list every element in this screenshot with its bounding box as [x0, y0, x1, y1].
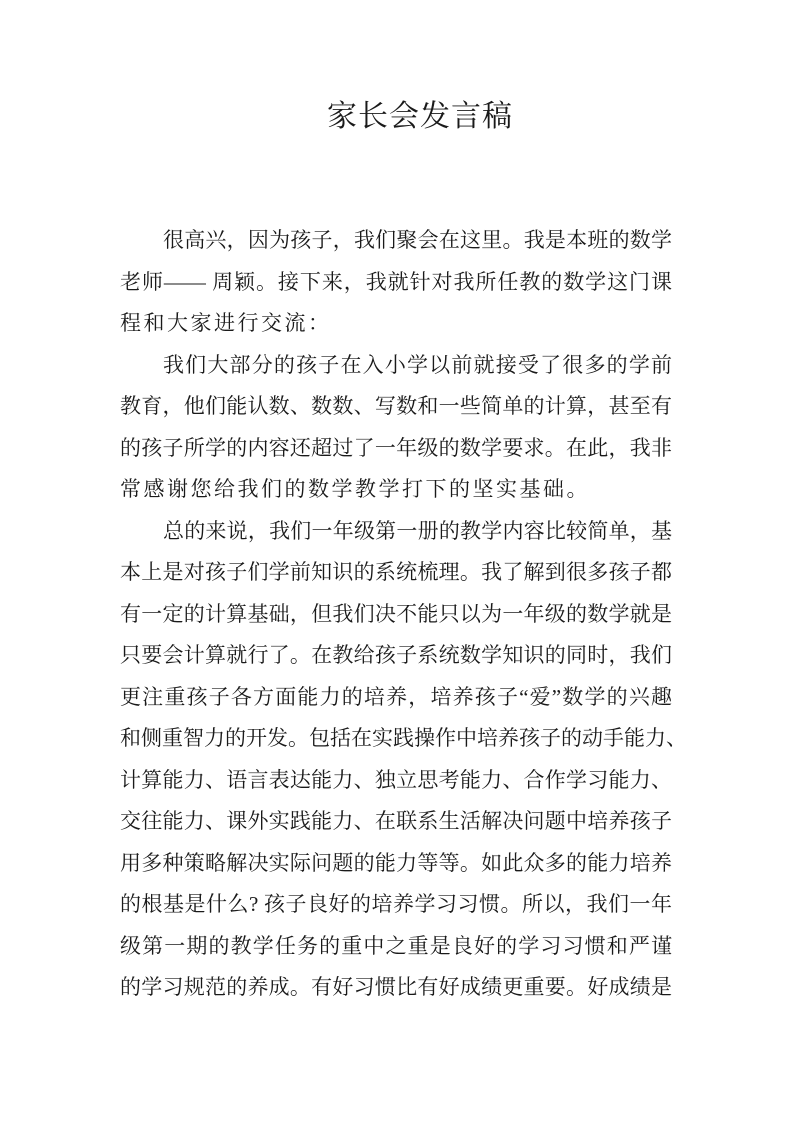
text-line: 和侧重智力的开发。包括在实践操作中培养孩子的动手能力、: [120, 726, 687, 750]
text-line: 我们大部分的孩子在入小学以前就接受了很多的学前: [163, 352, 672, 377]
text-line: 的根基是什么? 孩子良好的培养学习习惯。所以，我们一年: [120, 892, 672, 916]
text-line: 级第一期的教学任务的重中之重是良好的学习习惯和严谨: [120, 933, 672, 958]
paragraph: [120, 511, 687, 1009]
text-line: 老师—— 周颖。接下来，我就针对我所任教的数学这门课: [120, 269, 672, 294]
paragraph: [120, 220, 672, 345]
text-line: 只要会计算就行了。在教给孩子系统数学知识的同时，我们: [120, 643, 672, 667]
document-body: [120, 220, 687, 1009]
text-line: 本上是对孩子们学前知识的系统梳理。我了解到很多孩子都: [120, 560, 672, 584]
document-title: 家长会发言稿: [327, 100, 513, 133]
text-line: 的学习规范的养成。有好习惯比有好成绩更重要。好成绩是: [120, 975, 672, 999]
text-line: 更注重孩子各方面能力的培养，培养孩子“爱”数学的兴趣: [120, 684, 672, 709]
text-line: 常感谢您给我们的数学教学打下的坚实基础。: [120, 477, 590, 501]
text-line: 教育，他们能认数、数数、写数和一些简单的计算，甚至有: [120, 394, 672, 418]
text-line: 总的来说，我们一年级第一册的教学内容比较简单，基: [163, 518, 672, 543]
text-line: 用多种策略解决实际问题的能力等等。如此众多的能力培养: [120, 850, 672, 875]
text-line: 计算能力、语言表达能力、独立思考能力、合作学习能力、: [120, 767, 672, 792]
text-line: 很高兴，因为孩子，我们聚会在这里。我是本班的数学: [163, 228, 672, 252]
text-line: 的孩子所学的内容还超过了一年级的数学要求。在此，我非: [120, 435, 672, 460]
paragraph: [120, 345, 672, 511]
text-line: 程和大家进行交流：: [120, 311, 332, 335]
text-line: 有一定的计算基础，但我们决不能只以为一年级的数学就是: [120, 601, 672, 626]
text-line: 交往能力、课外实践能力、在联系生活解决问题中培养孩子: [120, 809, 672, 833]
text-column: [120, 0, 687, 1009]
